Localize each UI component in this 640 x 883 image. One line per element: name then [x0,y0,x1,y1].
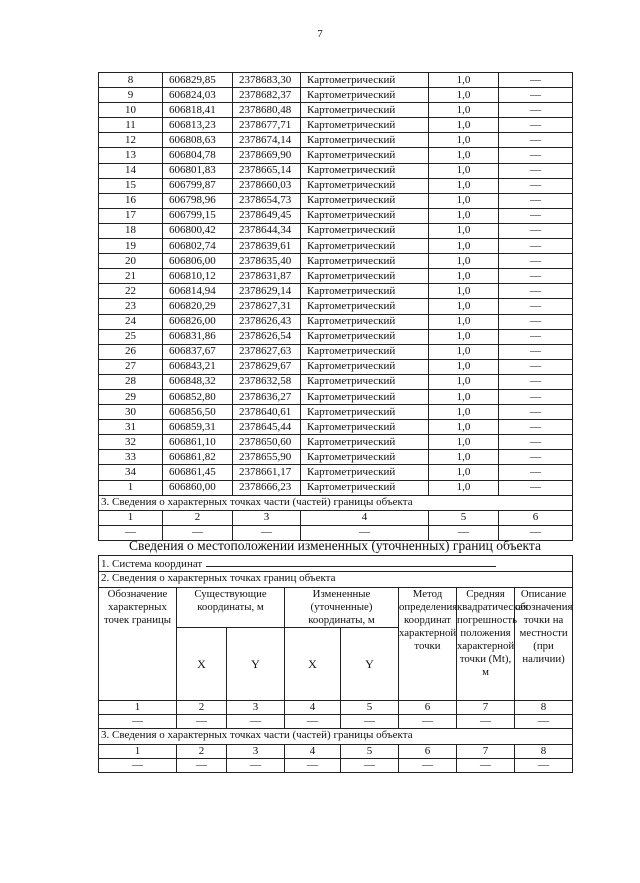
part-column-numbers-cell: 2 [163,510,233,525]
cell-description: — [499,420,573,435]
table-row [99,223,573,238]
changed-part-section-title: 3. Сведения о характерных точках части (частей) границы объекта [99,729,573,745]
table-row [99,284,573,299]
cell-y: 2378665,14 [233,163,301,178]
header-method: Метод определения координат характерной точки [399,588,457,701]
part-column-numbers-cell: 6 [499,510,573,525]
table-row [99,269,573,284]
cell-accuracy: 1,0 [429,389,499,404]
cell-x: 606806,00 [163,254,233,269]
cell-y: 2378626,43 [233,314,301,329]
cell-x: 606826,00 [163,314,233,329]
table-row [99,374,573,389]
cell-y: 2378640,61 [233,405,301,420]
cell-method: Картометрический [301,389,429,404]
cell-num: 28 [99,374,163,389]
cell-accuracy: 1,0 [429,314,499,329]
cell-x: 606799,87 [163,178,233,193]
changed-part-column-numbers-cell: 3 [227,745,285,759]
cell-accuracy: 1,0 [429,193,499,208]
cell-x: 606856,50 [163,405,233,420]
changed-part-column-numbers [99,745,573,759]
cell-method: Картометрический [301,223,429,238]
cell-num: 10 [99,103,163,118]
table-row [99,239,573,254]
cell-accuracy: 1,0 [429,254,499,269]
changed-column-numbers-cell: 7 [457,701,515,715]
cell-y: 2378677,71 [233,118,301,133]
cell-method: Картометрический [301,208,429,223]
cell-num: 27 [99,359,163,374]
table-row [99,359,573,374]
changed-part-dash-row-cell: — [341,759,399,773]
cell-description: — [499,374,573,389]
cell-y: 2378627,31 [233,299,301,314]
cell-method: Картометрический [301,359,429,374]
coord-system-label: 1. Система координат [101,558,203,570]
cell-method: Картометрический [301,314,429,329]
cell-y: 2378655,90 [233,450,301,465]
cell-method: Картометрический [301,329,429,344]
cell-accuracy: 1,0 [429,118,499,133]
cell-method: Картометрический [301,239,429,254]
table-row [99,389,573,404]
changed-column-numbers-cell: 3 [227,701,285,715]
cell-y: 2378669,90 [233,148,301,163]
changed-part-column-numbers-cell: 4 [285,745,341,759]
cell-x: 606818,41 [163,103,233,118]
table-row [99,254,573,269]
cell-accuracy: 1,0 [429,73,499,88]
cell-num: 14 [99,163,163,178]
table-row [99,163,573,178]
part-dash-row-cell: — [499,525,573,540]
cell-method: Картометрический [301,163,429,178]
cell-y: 2378660,03 [233,178,301,193]
cell-y: 2378666,23 [233,480,301,495]
table-row [99,208,573,223]
table-row [99,73,573,88]
cell-method: Картометрический [301,178,429,193]
header-existing-y: Y [227,628,285,701]
cell-accuracy: 1,0 [429,208,499,223]
header-designation: Обозначение характерных точек границы [99,588,177,701]
cell-method: Картометрический [301,450,429,465]
part-dash-row-cell: — [99,525,163,540]
cell-x: 606808,63 [163,133,233,148]
cell-accuracy: 1,0 [429,284,499,299]
cell-num: 18 [99,223,163,238]
cell-method: Картометрический [301,73,429,88]
cell-accuracy: 1,0 [429,103,499,118]
changed-part-dash-row-cell: — [515,759,573,773]
cell-accuracy: 1,0 [429,133,499,148]
cell-description: — [499,389,573,404]
table-row [99,178,573,193]
table-row [99,465,573,480]
cell-y: 2378632,58 [233,374,301,389]
cell-method: Картометрический [301,88,429,103]
cell-x: 606861,45 [163,465,233,480]
cell-num: 34 [99,465,163,480]
changed-column-numbers-cell: 1 [99,701,177,715]
changed-part-dash-row-cell: — [399,759,457,773]
cell-accuracy: 1,0 [429,299,499,314]
cell-x: 606804,78 [163,148,233,163]
cell-method: Картометрический [301,254,429,269]
table-row [99,299,573,314]
cell-y: 2378629,14 [233,284,301,299]
cell-num: 33 [99,450,163,465]
cell-y: 2378654,73 [233,193,301,208]
cell-method: Картометрический [301,118,429,133]
cell-x: 606798,96 [163,193,233,208]
cell-num: 29 [99,389,163,404]
cell-description: — [499,284,573,299]
cell-num: 32 [99,435,163,450]
cell-num: 23 [99,299,163,314]
cell-description: — [499,314,573,329]
cell-num: 13 [99,148,163,163]
cell-x: 606861,10 [163,435,233,450]
cell-description: — [499,223,573,238]
changed-boundaries-table [98,555,573,773]
part-column-numbers [99,510,573,525]
cell-description: — [499,178,573,193]
cell-description: — [499,344,573,359]
cell-y: 2378635,40 [233,254,301,269]
cell-method: Картометрический [301,480,429,495]
changed-part-column-numbers-cell: 7 [457,745,515,759]
changed-column-numbers-cell: 6 [399,701,457,715]
cell-x: 606800,42 [163,223,233,238]
cell-description: — [499,73,573,88]
cell-x: 606801,83 [163,163,233,178]
cell-description: — [499,163,573,178]
cell-y: 2378636,27 [233,389,301,404]
table-row [99,480,573,495]
part-dash-row-cell: — [429,525,499,540]
cell-num: 17 [99,208,163,223]
coord-system-row [99,556,573,572]
cell-num: 12 [99,133,163,148]
cell-x: 606859,31 [163,420,233,435]
cell-description: — [499,193,573,208]
part-column-numbers-cell: 5 [429,510,499,525]
changed-boundaries-heading: Сведения о местоположении измененных (уточненных) границ объекта [129,538,541,553]
part-column-numbers-cell: 1 [99,510,163,525]
cell-accuracy: 1,0 [429,405,499,420]
changed-dash-row-cell: — [399,715,457,729]
cell-y: 2378682,37 [233,88,301,103]
cell-method: Картометрический [301,269,429,284]
header-existing-x: X [177,628,227,701]
table-row [99,118,573,133]
header-changed-x: X [285,628,341,701]
changed-dash-row-cell: — [457,715,515,729]
cell-accuracy: 1,0 [429,163,499,178]
cell-description: — [499,405,573,420]
changed-part-dash-row-cell: — [177,759,227,773]
cell-accuracy: 1,0 [429,178,499,193]
cell-description: — [499,148,573,163]
cell-method: Картометрический [301,405,429,420]
table-row [99,103,573,118]
changed-column-numbers-cell: 8 [515,701,573,715]
cell-num: 30 [99,405,163,420]
changed-dash-row [99,715,573,729]
page-number: 7 [317,28,323,40]
header-existing-coords: Существующие координаты, м [177,588,285,628]
part-dash-row-cell: — [233,525,301,540]
cell-x: 606860,00 [163,480,233,495]
table-row [99,420,573,435]
part-points-section-title: 3. Сведения о характерных точках части (частей) границы объекта [99,495,573,510]
cell-accuracy: 1,0 [429,359,499,374]
cell-description: — [499,88,573,103]
table-row [99,344,573,359]
changed-part-dash-row-cell: — [227,759,285,773]
cell-accuracy: 1,0 [429,269,499,284]
cell-method: Картометрический [301,435,429,450]
cell-x: 606814,94 [163,284,233,299]
cell-x: 606810,12 [163,269,233,284]
table-row [99,193,573,208]
table-row [99,148,573,163]
cell-description: — [499,103,573,118]
changed-part-column-numbers-cell: 5 [341,745,399,759]
cell-accuracy: 1,0 [429,374,499,389]
cell-description: — [499,359,573,374]
table-row [99,314,573,329]
cell-y: 2378639,61 [233,239,301,254]
cell-description: — [499,329,573,344]
cell-num: 1 [99,480,163,495]
cell-description: — [499,133,573,148]
cell-method: Картометрический [301,103,429,118]
cell-accuracy: 1,0 [429,480,499,495]
cell-y: 2378629,67 [233,359,301,374]
table-row [99,133,573,148]
cell-x: 606852,80 [163,389,233,404]
changed-dash-row-cell: — [341,715,399,729]
header-accuracy: Средняя квадратическая погрешность положения характерной точки (Mt), м [457,588,515,701]
header-changed-y: Y [341,628,399,701]
cell-y: 2378627,63 [233,344,301,359]
cell-y: 2378631,87 [233,269,301,284]
cell-accuracy: 1,0 [429,450,499,465]
cell-num: 26 [99,344,163,359]
cell-method: Картометрический [301,299,429,314]
cell-num: 11 [99,118,163,133]
cell-method: Картометрический [301,344,429,359]
changed-dash-row-cell: — [227,715,285,729]
cell-description: — [499,299,573,314]
cell-method: Картометрический [301,284,429,299]
changed-column-numbers-cell: 2 [177,701,227,715]
changed-column-numbers-cell: 4 [285,701,341,715]
cell-num: 22 [99,284,163,299]
changed-dash-row-cell: — [515,715,573,729]
cell-accuracy: 1,0 [429,329,499,344]
cell-description: — [499,480,573,495]
cell-num: 8 [99,73,163,88]
cell-method: Картометрический [301,465,429,480]
cell-num: 21 [99,269,163,284]
changed-part-column-numbers-cell: 8 [515,745,573,759]
cell-description: — [499,435,573,450]
changed-part-dash-row [99,759,573,773]
cell-num: 24 [99,314,163,329]
cell-y: 2378674,14 [233,133,301,148]
cell-num: 25 [99,329,163,344]
table-row [99,405,573,420]
cell-description: — [499,208,573,223]
cell-description: — [499,450,573,465]
cell-description: — [499,239,573,254]
cell-y: 2378683,30 [233,73,301,88]
cell-description: — [499,465,573,480]
table-row [99,329,573,344]
part-column-numbers-cell: 4 [301,510,429,525]
cell-x: 606813,23 [163,118,233,133]
table-row [99,88,573,103]
changed-part-column-numbers-cell: 6 [399,745,457,759]
coord-system-blank [206,556,496,567]
table-row [99,450,573,465]
cell-method: Картометрический [301,148,429,163]
cell-num: 20 [99,254,163,269]
changed-part-dash-row-cell: — [285,759,341,773]
cell-x: 606843,21 [163,359,233,374]
cell-y: 2378661,17 [233,465,301,480]
cell-x: 606824,03 [163,88,233,103]
cell-x: 606799,15 [163,208,233,223]
header-description: Описание обозначения точки на местности (при наличии) [515,588,573,701]
changed-column-numbers-cell: 5 [341,701,399,715]
changed-points-section-title: 2. Сведения о характерных точках границ объекта [99,572,573,588]
cell-y: 2378649,45 [233,208,301,223]
cell-x: 606820,29 [163,299,233,314]
cell-x: 606861,82 [163,450,233,465]
cell-x: 606829,85 [163,73,233,88]
cell-accuracy: 1,0 [429,223,499,238]
cell-accuracy: 1,0 [429,239,499,254]
cell-num: 16 [99,193,163,208]
cell-accuracy: 1,0 [429,420,499,435]
cell-method: Картометрический [301,193,429,208]
cell-num: 9 [99,88,163,103]
header-changed-coords: Измененные (уточненные) координаты, м [285,588,399,628]
cell-accuracy: 1,0 [429,344,499,359]
cell-accuracy: 1,0 [429,88,499,103]
cell-y: 2378645,44 [233,420,301,435]
cell-y: 2378650,60 [233,435,301,450]
part-column-numbers-cell: 3 [233,510,301,525]
cell-x: 606802,74 [163,239,233,254]
changed-dash-row-cell: — [177,715,227,729]
cell-x: 606837,67 [163,344,233,359]
cell-y: 2378680,48 [233,103,301,118]
cell-x: 606831,86 [163,329,233,344]
changed-part-dash-row-cell: — [99,759,177,773]
changed-column-numbers [99,701,573,715]
cell-y: 2378626,54 [233,329,301,344]
cell-method: Картометрический [301,420,429,435]
cell-method: Картометрический [301,374,429,389]
cell-num: 19 [99,239,163,254]
table-row [99,435,573,450]
cell-description: — [499,269,573,284]
part-dash-row-cell: — [163,525,233,540]
boundary-points-table [98,72,573,541]
cell-num: 15 [99,178,163,193]
cell-x: 606848,32 [163,374,233,389]
cell-accuracy: 1,0 [429,148,499,163]
changed-part-column-numbers-cell: 1 [99,745,177,759]
cell-accuracy: 1,0 [429,435,499,450]
cell-y: 2378644,34 [233,223,301,238]
cell-accuracy: 1,0 [429,465,499,480]
cell-description: — [499,118,573,133]
part-dash-row-cell: — [301,525,429,540]
changed-dash-row-cell: — [285,715,341,729]
cell-method: Картометрический [301,133,429,148]
changed-part-dash-row-cell: — [457,759,515,773]
changed-part-column-numbers-cell: 2 [177,745,227,759]
cell-description: — [499,254,573,269]
changed-dash-row-cell: — [99,715,177,729]
cell-num: 31 [99,420,163,435]
